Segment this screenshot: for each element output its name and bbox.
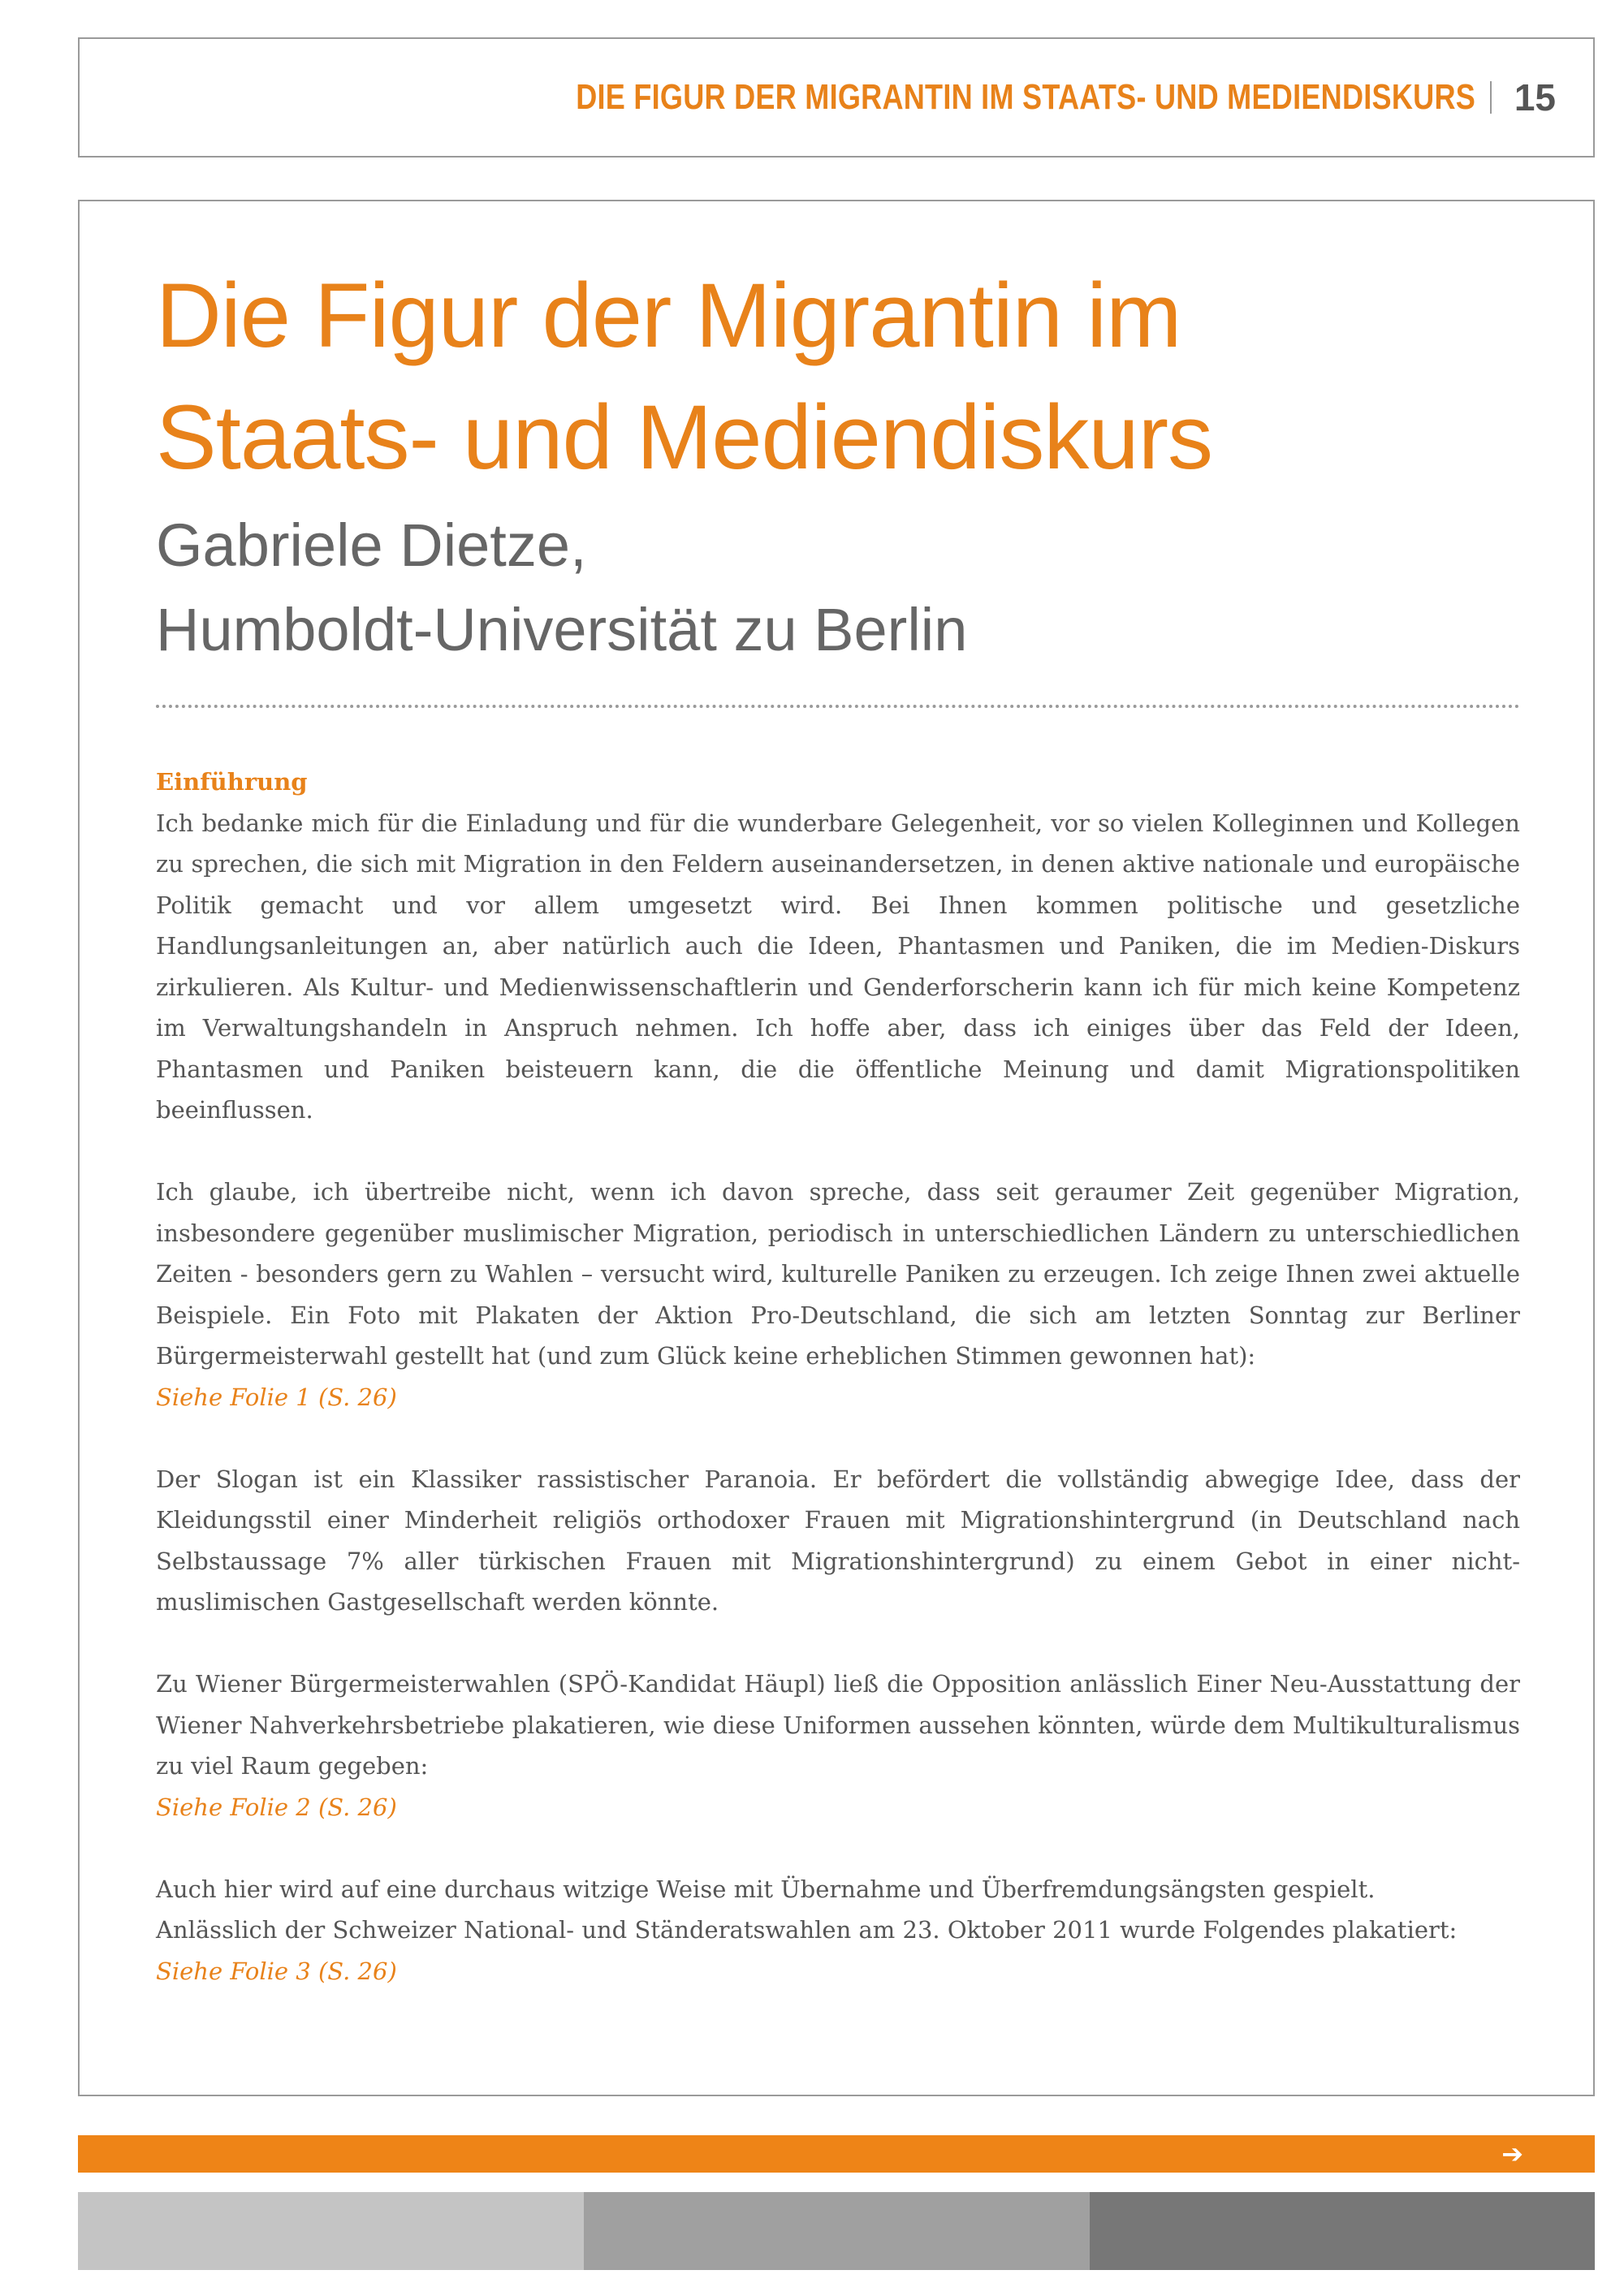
article-body: [156, 762, 1520, 1992]
footer-orange-bar: [78, 2135, 1595, 2173]
article-title: [156, 255, 1212, 498]
footer-band-dark: [1090, 2192, 1595, 2270]
section-heading: Einführung: [156, 768, 308, 796]
header-divider: [1490, 81, 1492, 114]
paragraph-6: Anlässlich der Schweizer National- und Ständeratswahlen am 23. Oktober 2011 wurde Folgendes plakatiert:: [156, 1916, 1458, 1944]
title-line-2: Staats- und Mediendiskurs: [156, 386, 1213, 488]
author-name: Gabriele Dietze,: [156, 511, 587, 579]
author-affiliation: Humboldt-Universität zu Berlin: [156, 596, 968, 663]
title-line-1: Die Figur der Migrantin im: [156, 265, 1181, 366]
slide-reference-3: Siehe Folie 3 (S. 26): [156, 1957, 397, 1985]
dotted-divider: [156, 705, 1520, 708]
paragraph-3: Der Slogan ist ein Klassiker rassistischer Paranoia. Er befördert die vollständig abwegige Idee, dass der Kleidungsstil einer Minderheit religiös orthodoxer Frauen mit Migrationshintergrund (in Deutschland nach Selbstaussage 7% aller türkischen Frauen mit Migrationshintergrund) zu einem Gebot in einer nicht-muslimischen Gastgesellschaft werden könnte.: [156, 1465, 1520, 1616]
paragraph-5: Auch hier wird auf eine durchaus witzige Weise mit Übernahme und Überfremdungsängsten gespielt.: [156, 1875, 1376, 1903]
arrow-right-icon[interactable]: ➔: [1501, 2138, 1523, 2169]
slide-reference-1: Siehe Folie 1 (S. 26): [156, 1383, 397, 1411]
running-title: DIE FIGUR DER MIGRANTIN IM STAATS- UND MEDIENDISKURS: [575, 77, 1475, 117]
paragraph-4: Zu Wiener Bürgermeisterwahlen (SPÖ-Kandidat Häupl) ließ die Opposition anlässlich Einer Neu-Ausstattung der Wiener Nahverkehrsbetriebe plakatieren, wie diese Uniformen aussehen könnten, würde dem Multikulturalismus zu viel Raum gegeben:: [156, 1670, 1520, 1780]
article-frame: [78, 200, 1595, 2096]
footer-band-medium: [584, 2192, 1090, 2270]
author-block: [156, 503, 967, 672]
paragraph-1: Ich bedanke mich für die Einladung und für die wunderbare Gelegenheit, vor so vielen Kolleginnen und Kollegen zu sprechen, die sich mit Migration in den Feldern auseinandersetzen, in denen aktive nationale und europäische Politik gemacht und vor allem umgesetzt wird. Bei Ihnen kommen politische und gesetzliche Handlungsanleitungen an, aber natürlich auch die Ideen, Phantasmen und Paniken, die im Medien-Diskurs zirkulieren. Als Kultur- und Medienwissenschaftlerin und Genderforscherin kann ich für mich keine Kompetenz im Verwaltungshandeln in Anspruch nehmen. Ich hoffe aber, dass ich einiges über das Feld der Ideen, Phantasmen und Paniken beisteuern kann, die die öffentliche Meinung und damit Migrationspolitiken beeinflussen.: [156, 809, 1520, 1124]
page-number: 15: [1514, 76, 1556, 119]
slide-reference-2: Siehe Folie 2 (S. 26): [156, 1793, 397, 1821]
paragraph-2: Ich glaube, ich übertreibe nicht, wenn ich davon spreche, dass seit geraumer Zeit gegenüber Migration, insbesondere gegenüber muslimischer Migration, periodisch in unterschiedlichen Ländern zu unterschiedlichen Zeiten - besonders gern zu Wahlen – versucht wird, kulturelle Paniken zu erzeugen. Ich zeige Ihnen zwei aktuelle Beispiele. Ein Foto mit Plakaten der Aktion Pro-Deutschland, die sich am letzten Sonntag zur Berliner Bürgermeisterwahl gestellt hat (und zum Glück keine erheblichen Stimmen gewonnen hat):: [156, 1178, 1520, 1370]
footer-band-light: [78, 2192, 584, 2270]
running-header-inner: [378, 39, 1556, 156]
running-header: [78, 37, 1595, 158]
